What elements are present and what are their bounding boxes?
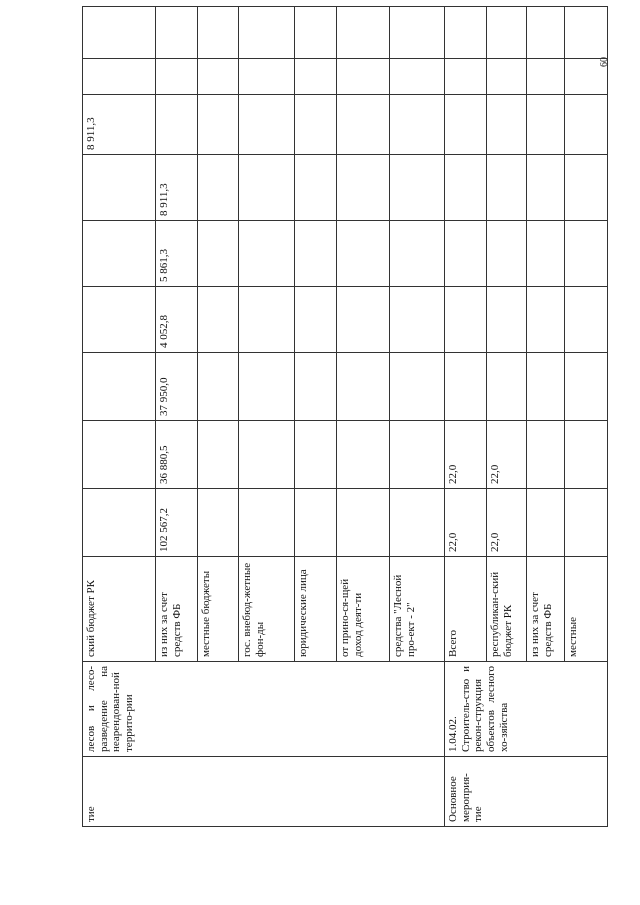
value-cell bbox=[565, 95, 608, 155]
funding-source-cell: из них за счет средств ФБ bbox=[527, 557, 565, 662]
value-cell bbox=[390, 353, 445, 421]
value-cell bbox=[390, 221, 445, 287]
value-cell bbox=[295, 489, 337, 557]
value-cell: 37 950,0 bbox=[156, 353, 198, 421]
value-cell bbox=[337, 155, 390, 221]
value-cell bbox=[83, 421, 156, 489]
funding-source-cell: из них за счет средств ФБ bbox=[156, 557, 198, 662]
event-type-cell: Основное мероприя-тие bbox=[445, 757, 608, 827]
value-cell bbox=[390, 287, 445, 353]
value-cell bbox=[527, 155, 565, 221]
funding-source-cell: местные bbox=[565, 557, 608, 662]
value-cell bbox=[156, 7, 198, 59]
value-cell: 4 052,8 bbox=[156, 287, 198, 353]
page-number: 60 bbox=[598, 57, 610, 67]
value-cell bbox=[390, 155, 445, 221]
value-cell bbox=[239, 287, 295, 353]
value-cell bbox=[239, 95, 295, 155]
table-landscape-view bbox=[82, 7, 579, 827]
funding-source-cell: от прино-ся-щей доход деят-ти bbox=[337, 557, 390, 662]
event-name-cell: лесов и лесо-разведение на неарендован-ной террито-рии bbox=[83, 662, 445, 757]
value-cell bbox=[337, 489, 390, 557]
value-cell bbox=[565, 155, 608, 221]
value-cell bbox=[295, 59, 337, 95]
value-cell bbox=[445, 221, 487, 287]
value-cell bbox=[83, 59, 156, 95]
value-cell bbox=[527, 95, 565, 155]
budget-table bbox=[82, 6, 608, 827]
funding-source-cell: местные бюджеты bbox=[198, 557, 239, 662]
value-cell bbox=[337, 95, 390, 155]
value-cell bbox=[487, 353, 527, 421]
value-cell bbox=[445, 155, 487, 221]
value-cell bbox=[527, 421, 565, 489]
value-cell bbox=[156, 59, 198, 95]
value-cell bbox=[445, 7, 487, 59]
event-name-cell: 1.04.02. Строитель-ство и рекон-струкция объектов лесного хо-зяйства bbox=[445, 662, 608, 757]
value-cell bbox=[487, 155, 527, 221]
value-cell bbox=[198, 221, 239, 287]
value-cell bbox=[198, 353, 239, 421]
value-cell bbox=[337, 7, 390, 59]
value-cell bbox=[198, 489, 239, 557]
table-row bbox=[445, 7, 487, 827]
value-cell bbox=[390, 7, 445, 59]
value-cell bbox=[487, 221, 527, 287]
value-cell bbox=[565, 353, 608, 421]
value-cell bbox=[390, 421, 445, 489]
value-cell bbox=[295, 421, 337, 489]
value-cell bbox=[565, 287, 608, 353]
funding-source-cell: ский бюджет РК bbox=[83, 557, 156, 662]
value-cell bbox=[83, 489, 156, 557]
value-cell bbox=[198, 7, 239, 59]
value-cell bbox=[565, 221, 608, 287]
value-cell bbox=[295, 287, 337, 353]
value-cell bbox=[390, 59, 445, 95]
value-cell: 22,0 bbox=[487, 489, 527, 557]
value-cell bbox=[337, 59, 390, 95]
value-cell bbox=[295, 353, 337, 421]
value-cell bbox=[239, 421, 295, 489]
value-cell bbox=[527, 287, 565, 353]
value-cell bbox=[156, 95, 198, 155]
value-cell bbox=[527, 489, 565, 557]
table-rotation-frame bbox=[82, 7, 579, 827]
value-cell bbox=[487, 287, 527, 353]
value-cell bbox=[527, 59, 565, 95]
value-cell bbox=[445, 59, 487, 95]
value-cell bbox=[239, 59, 295, 95]
value-cell bbox=[487, 59, 527, 95]
value-cell: 5 861,3 bbox=[156, 221, 198, 287]
value-cell bbox=[565, 7, 608, 59]
value-cell bbox=[83, 7, 156, 59]
value-cell bbox=[445, 287, 487, 353]
value-cell bbox=[295, 7, 337, 59]
value-cell bbox=[337, 421, 390, 489]
funding-source-cell: юридические лица bbox=[295, 557, 337, 662]
value-cell bbox=[239, 155, 295, 221]
value-cell bbox=[527, 353, 565, 421]
event-type-cell: тие bbox=[83, 757, 445, 827]
value-cell bbox=[390, 489, 445, 557]
value-cell bbox=[445, 95, 487, 155]
value-cell bbox=[295, 221, 337, 287]
value-cell bbox=[198, 95, 239, 155]
value-cell bbox=[83, 353, 156, 421]
value-cell bbox=[565, 59, 608, 95]
funding-source-cell: гос. внебюд-жетные фон-ды bbox=[239, 557, 295, 662]
value-cell bbox=[239, 7, 295, 59]
value-cell: 36 880,5 bbox=[156, 421, 198, 489]
value-cell bbox=[445, 353, 487, 421]
value-cell bbox=[239, 353, 295, 421]
value-cell bbox=[565, 489, 608, 557]
value-cell bbox=[390, 95, 445, 155]
value-cell bbox=[198, 421, 239, 489]
value-cell bbox=[527, 7, 565, 59]
value-cell bbox=[487, 95, 527, 155]
value-cell bbox=[239, 489, 295, 557]
value-cell bbox=[295, 95, 337, 155]
value-cell bbox=[295, 155, 337, 221]
value-cell bbox=[337, 221, 390, 287]
value-cell bbox=[198, 59, 239, 95]
value-cell: 102 567,2 bbox=[156, 489, 198, 557]
value-cell bbox=[337, 353, 390, 421]
value-cell: 8 911,3 bbox=[156, 155, 198, 221]
value-cell bbox=[83, 221, 156, 287]
funding-source-cell: средства "Лесной про-ект - 2" bbox=[390, 557, 445, 662]
value-cell bbox=[337, 287, 390, 353]
value-cell: 8 911,3 bbox=[83, 95, 156, 155]
value-cell bbox=[239, 221, 295, 287]
value-cell: 22,0 bbox=[445, 489, 487, 557]
value-cell: 22,0 bbox=[487, 421, 527, 489]
value-cell bbox=[198, 155, 239, 221]
value-cell bbox=[487, 7, 527, 59]
value-cell bbox=[198, 287, 239, 353]
value-cell bbox=[527, 221, 565, 287]
value-cell bbox=[565, 421, 608, 489]
funding-source-cell: Всего bbox=[445, 557, 487, 662]
value-cell bbox=[83, 155, 156, 221]
table-row bbox=[83, 7, 156, 827]
funding-source-cell: республикан-ский бюджет РК bbox=[487, 557, 527, 662]
value-cell bbox=[83, 287, 156, 353]
value-cell: 22,0 bbox=[445, 421, 487, 489]
